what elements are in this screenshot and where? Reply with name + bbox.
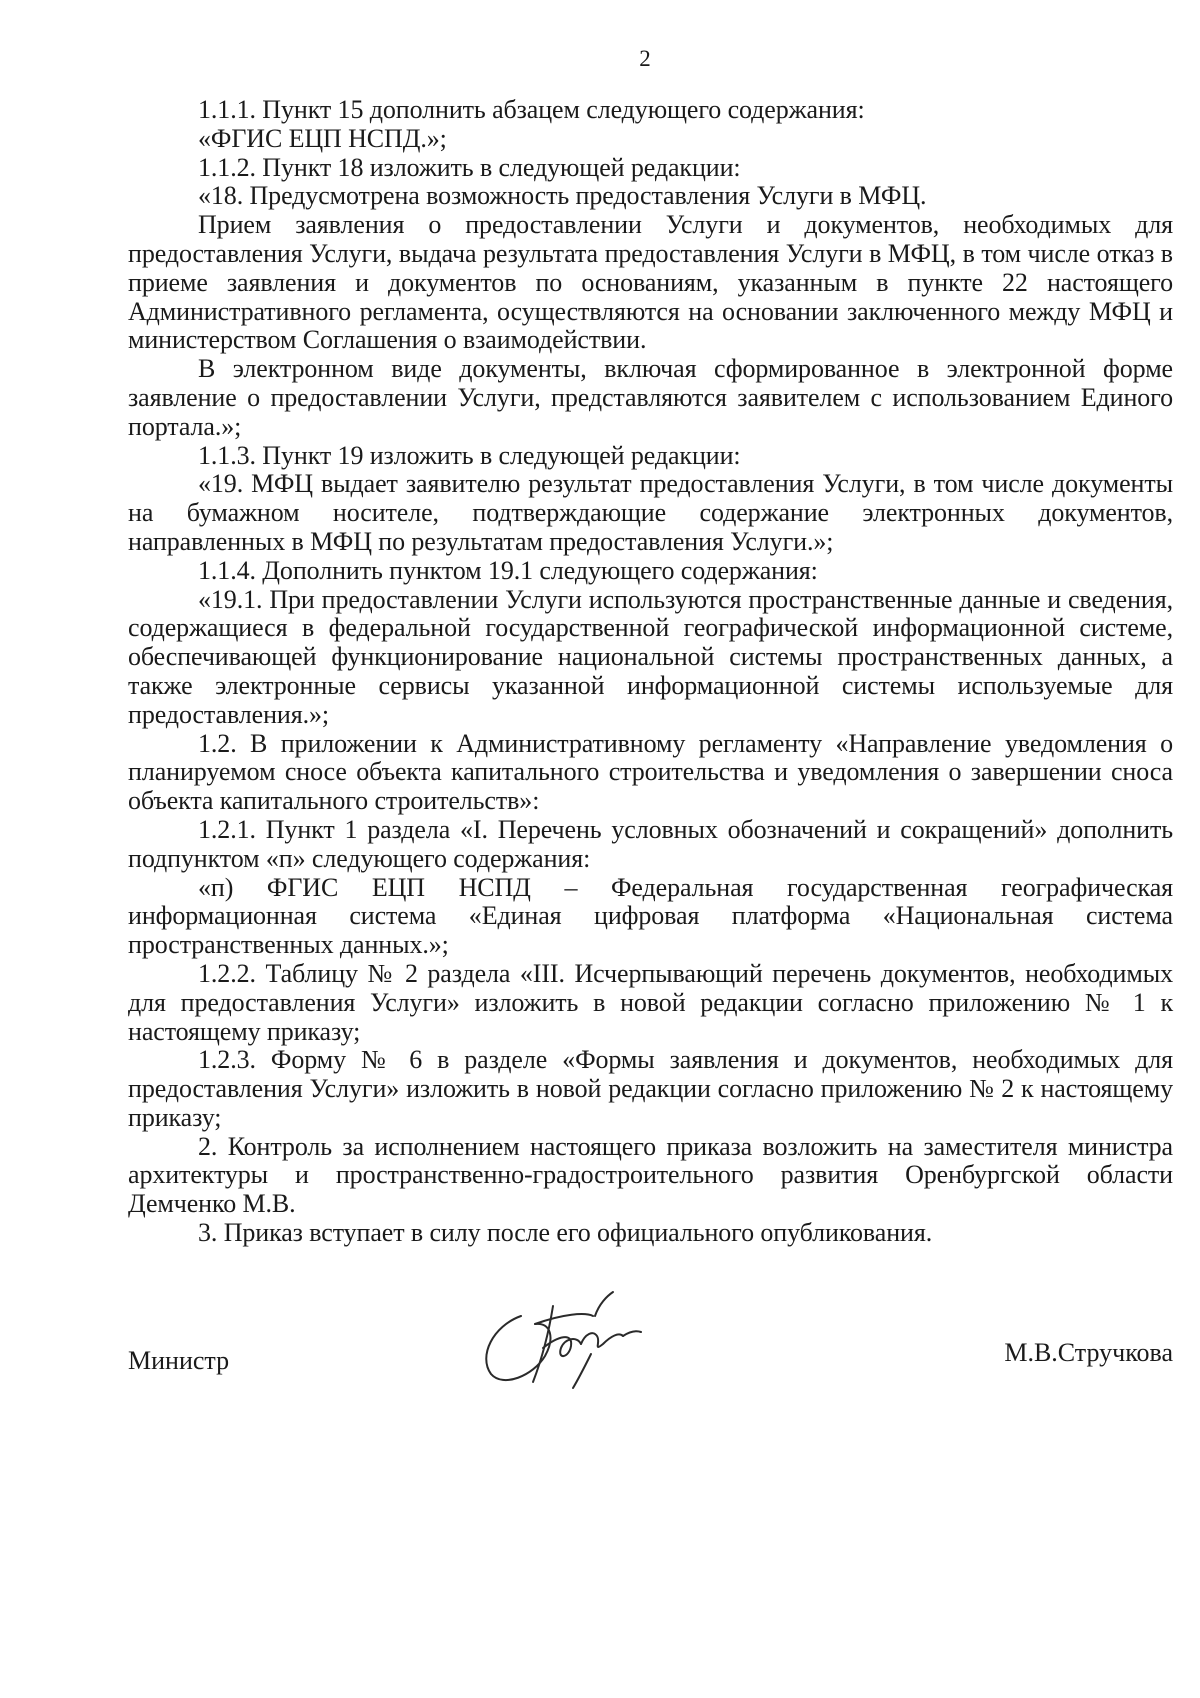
paragraph-1-1-1: 1.1.1. Пункт 15 дополнить абзацем следующего содержания: — [198, 95, 865, 124]
paragraph-quote-19: «19. МФЦ выдает заявителю результат предоставления Услуги, в том числе документы на бумажном носителе, подтверждающие содержание электронных документов, направленных в МФЦ по результатам предоставления Услуги.»; — [128, 469, 1173, 556]
paragraph-1-1-2: 1.1.2. Пункт 18 изложить в следующей редакции: — [198, 152, 741, 182]
paragraph-quote-fgis: «ФГИС ЕЦП НСПД.»; — [198, 123, 447, 153]
paragraph-1-2: 1.2. В приложении к Административному регламенту «Направление уведомления о планируемом сносе объекта капитального строительства и уведомления о завершении сноса объекта капитального строительств»: — [128, 728, 1173, 816]
document-body — [128, 96, 1173, 1248]
paragraph-1-1-3: 1.1.3. Пункт 19 изложить в следующей редакции: — [198, 440, 741, 470]
handwritten-signature-icon — [473, 1286, 648, 1391]
paragraph-3: 3. Приказ вступает в силу после его официального опубликования. — [198, 1218, 933, 1248]
paragraph-reception: Прием заявления о предоставлении Услуги и документов, необходимых для предоставления Услуги, выдача результата предоставления Услуги в МФЦ, в том числе отказ в приеме заявления и документов по основаниям, указанным в пункте 22 настоящего Административного регламента, осуществляются на основании заключенного между МФЦ и министерством Соглашения о взаимодействии. — [128, 210, 1173, 355]
paragraph-1-2-2: 1.2.2. Таблицу № 2 раздела «III. Исчерпывающий перечень документов, необходимых для предоставления Услуги» изложить в новой редакции согласно приложению № 1 к настоящему приказу; — [128, 958, 1173, 1046]
signatory-name: М.В.Стручкова — [1004, 1338, 1173, 1367]
paragraph-quote-18: «18. Предусмотрена возможность предоставления Услуги в МФЦ. — [198, 181, 927, 211]
paragraph-2: 2. Контроль за исполнением настоящего приказа возложить на заместителя министра архитектуры и пространственно-градостроительного развития Оренбургской области Демченко М.В. — [128, 1131, 1173, 1219]
signatory-title: Министр — [128, 1346, 230, 1375]
paragraph-1-2-1: 1.2.1. Пункт 1 раздела «I. Перечень условных обозначений и сокращений» дополнить подпунктом «п» следующего содержания: — [128, 814, 1173, 873]
paragraph-quote-19-1: «19.1. При предоставлении Услуги используются пространственные данные и сведения, содержащиеся в федеральной государственной географической информационной системе, обеспечивающей функционирование национальной системы пространственных данных, а также электронные сервисы указанной информационной системы используемые для предоставления.»; — [128, 584, 1173, 729]
paragraph-1-2-3: 1.2.3. Форму № 6 в разделе «Формы заявления и документов, необходимых для предоставления Услуги» изложить в новой редакции согласно приложению № 2 к настоящему приказу; — [128, 1045, 1173, 1132]
page-number: 2 — [639, 46, 651, 71]
paragraph-electronic: В электронном виде документы, включая сформированное в электронной форме заявление о предоставлении Услуги, представляются заявителем с использованием Единого портала.»; — [128, 354, 1173, 441]
signature-block — [128, 1328, 1173, 1388]
paragraph-1-1-4: 1.1.4. Дополнить пунктом 19.1 следующего содержания: — [198, 555, 818, 585]
paragraph-quote-p: «п) ФГИС ЕЦП НСПД – Федеральная государственная географическая информационная система «Единая цифровая платформа «Национальная система пространственных данных.»; — [128, 872, 1173, 960]
